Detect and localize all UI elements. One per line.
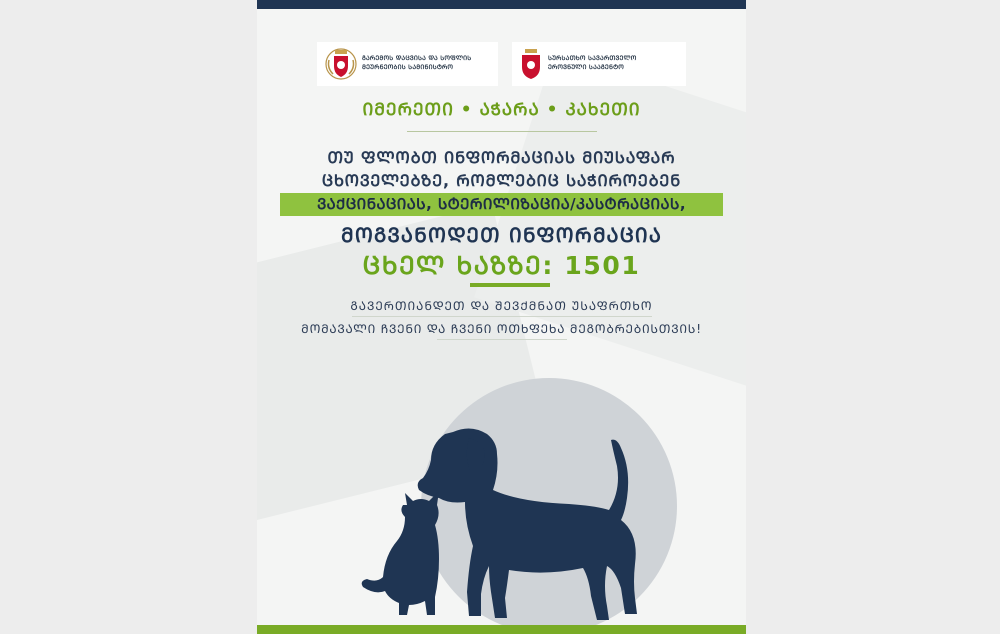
message-line-4: ᲛᲝᲒᲕᲐᲜᲝᲓᲔᲗ ᲘᲜᲤᲝᲠᲛᲐᲪᲘᲐ xyxy=(340,223,663,247)
dog-silhouette-icon xyxy=(418,428,637,620)
regions-heading: ᲘᲛᲔᲠᲔᲗᲘ • ᲐᲭᲐᲠᲐ • ᲙᲐᲮᲔᲗᲘ xyxy=(362,100,641,120)
message-line-1: ᲗᲣ ᲤᲚᲝᲑᲗ ᲘᲜᲤᲝᲠᲛᲐᲪᲘᲐᲡ ᲛᲘᲣᲡᲐᲤᲐᲠ xyxy=(327,148,676,167)
cat-silhouette-icon xyxy=(362,491,439,615)
ministry-name-line1: ᲒᲐᲠᲔᲛᲝᲡ ᲓᲐᲪᲕᲘᲡᲐ ᲓᲐ ᲡᲝᲤᲚᲘᲡ xyxy=(362,55,472,62)
pets-illustration xyxy=(257,0,746,634)
ministry-name-line2: ᲛᲔᲣᲠᲜᲔᲝᲑᲘᲡ ᲡᲐᲛᲘᲜᲘᲡᲢᲠᲝ xyxy=(362,64,454,71)
slogan-line-1: ᲒᲐᲕᲔᲠᲗᲘᲐᲜᲓᲔᲗ ᲓᲐ ᲨᲔᲕᲥᲛᲜᲐᲗ ᲣᲡᲐᲤᲠᲗᲮᲝ xyxy=(350,299,653,313)
bottom-bar xyxy=(257,625,746,634)
hotline-number: ᲪᲮᲔᲚ ᲮᲐᲖᲖᲔ: 1501 xyxy=(362,251,641,280)
message-line-3: ᲕᲐᲥᲪᲘᲜᲐᲪᲘᲐᲡ, ᲡᲢᲔᲠᲘᲚᲘᲖᲐᲪᲘᲐ/ᲙᲐᲡᲢᲠᲐᲪᲘᲐᲡ, xyxy=(317,195,686,213)
agency-name-line1: ᲡᲣᲠᲡᲐᲗᲮᲝ ᲡᲐᲕᲐᲠᲗᲕᲔᲚᲝ xyxy=(548,55,637,62)
slogan-line-2: ᲛᲝᲛᲐᲕᲐᲚᲘ ᲩᲕᲔᲜᲘ ᲓᲐ ᲩᲕᲔᲜᲘ ᲝᲗᲮᲤᲔᲮᲐ ᲛᲔᲒᲝᲑᲠᲔᲑᲘᲡᲗᲕᲘᲡ! xyxy=(301,322,702,336)
poster xyxy=(257,0,746,634)
agency-name-line2: ᲔᲠᲝᲕᲜᲣᲚᲘ ᲡᲐᲐᲒᲔᲜᲢᲝ xyxy=(548,64,625,71)
message-line-2: ᲪᲮᲝᲕᲔᲚᲔᲑᲖᲔ, ᲠᲝᲛᲚᲔᲑᲘᲪ ᲡᲐᲭᲘᲠᲝᲔᲑᲔᲜ xyxy=(321,171,682,190)
